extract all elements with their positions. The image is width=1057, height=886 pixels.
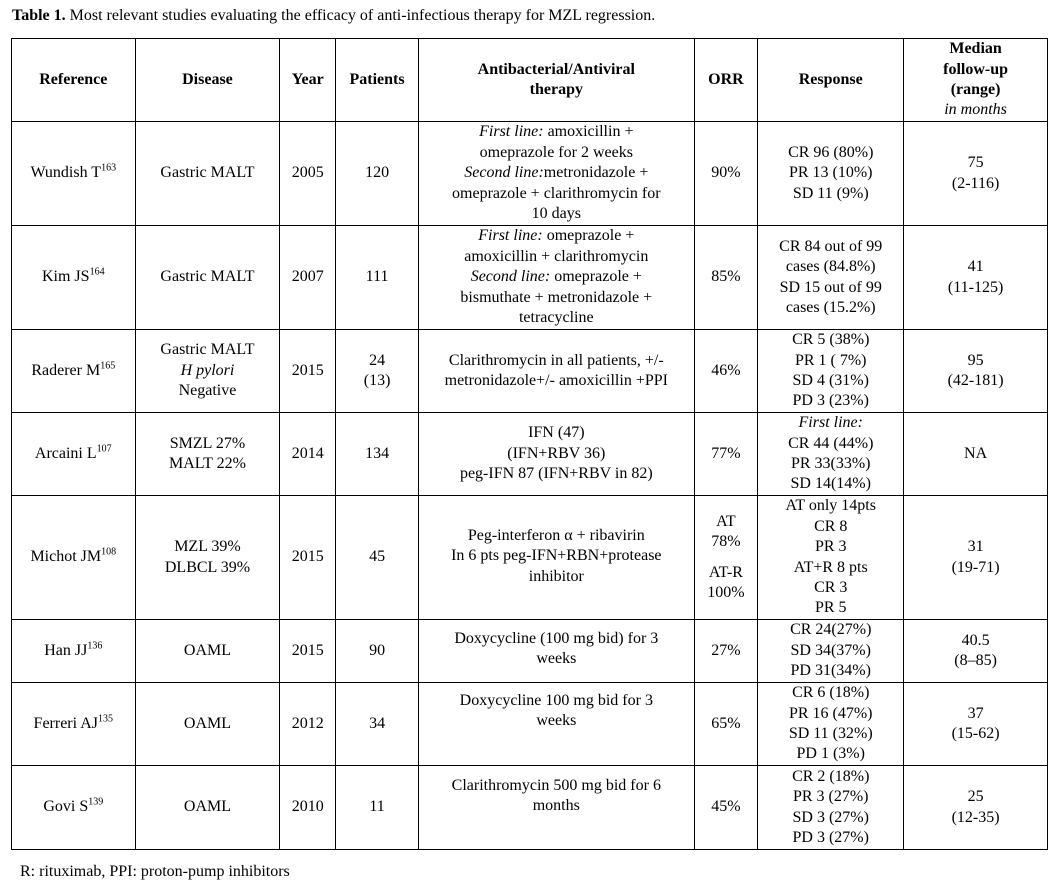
orr-gap <box>699 553 754 563</box>
therapy-line-text: In 6 pts peg-IFN+RBN+protease <box>451 547 662 565</box>
cell-followup <box>904 226 1048 330</box>
therapy-line-text: omeprazole + clarithromycin for <box>452 184 661 202</box>
response-header: First line: <box>798 414 863 432</box>
reference-citation: 164 <box>89 266 105 278</box>
response-line: PR 3 (27%) <box>792 788 869 806</box>
therapy-line-text: Doxycycline (100 mg bid) for 3 <box>454 630 659 647</box>
followup-line: (15-62) <box>951 725 1000 742</box>
followup-line: 41 <box>967 258 984 276</box>
therapy-line <box>423 444 689 464</box>
cell-followup <box>904 683 1048 766</box>
response-line: SD 4 (31%) <box>792 372 869 389</box>
table-caption <box>12 6 655 26</box>
cell-therapy <box>419 122 694 226</box>
cell-orr <box>694 683 758 766</box>
disease-line: MZL 39% <box>174 538 241 556</box>
therapy-line-text: weeks <box>536 712 577 730</box>
followup-line: (8–85) <box>954 652 997 669</box>
cell-response <box>758 683 904 766</box>
caption-label: Table 1. <box>12 7 66 24</box>
response-line: CR 5 (38%) <box>792 331 870 349</box>
cell-year: 2012 <box>280 683 336 766</box>
response-line: CR 6 (18%) <box>792 684 870 702</box>
cell-disease <box>135 683 280 766</box>
header-therapy-line: Antibacterial/Antiviral <box>477 60 635 78</box>
cell-patients <box>336 683 419 766</box>
therapy-line <box>423 204 689 224</box>
cell-orr <box>694 496 758 620</box>
header-followup-line: Median <box>949 40 1002 58</box>
response-line: PR 3 <box>814 538 847 556</box>
therapy-line <box>423 184 689 204</box>
table-row <box>12 766 1048 850</box>
followup-line: NA <box>964 444 988 462</box>
response-line: PD 3 (27%) <box>792 828 869 846</box>
orr-value: 100% <box>707 583 745 601</box>
disease-line: DLBCL 39% <box>164 558 251 576</box>
therapy-line-text: Doxycycline 100 mg bid for 3 <box>459 692 653 709</box>
patients-line: 11 <box>369 798 385 816</box>
cell-response <box>758 620 904 683</box>
therapy-line-text: metronidazole+/- amoxicillin +PPI <box>444 372 668 389</box>
followup-line: 25 <box>967 788 984 806</box>
therapy-line-label: First line: <box>479 123 544 141</box>
header-followup-unit: in months <box>944 101 1007 119</box>
therapy-line-text: peg-IFN 87 (IFN+RBV in 82) <box>459 465 653 483</box>
cell-reference <box>12 683 136 766</box>
cell-reference <box>12 226 136 330</box>
response-line: SD 14(14%) <box>790 475 871 493</box>
reference-citation: 136 <box>87 640 103 652</box>
disease-line: SMZL 27% <box>169 434 246 452</box>
cell-reference <box>12 766 136 850</box>
therapy-line <box>423 267 689 287</box>
cell-therapy <box>419 496 694 620</box>
cell-followup <box>904 620 1048 683</box>
disease-line: Gastric MALT <box>160 268 255 286</box>
orr-value: 85% <box>711 268 741 286</box>
therapy-line-text: omeprazole + <box>542 227 635 245</box>
reference-author: Arcaini L <box>34 444 97 462</box>
disease-line: OAML <box>183 641 231 659</box>
orr-value: 65% <box>711 714 741 732</box>
therapy-line-label: First line: <box>478 227 543 245</box>
header-followup <box>904 39 1048 122</box>
cell-therapy <box>419 226 694 330</box>
header-disease: Disease <box>135 39 280 122</box>
table-row <box>12 330 1048 413</box>
cell-year: 2015 <box>280 496 336 620</box>
cell-disease <box>135 226 280 330</box>
cell-followup <box>904 496 1048 620</box>
therapy-line-text: bismuthate + metronidazole + <box>460 288 653 306</box>
followup-line: 40.5 <box>961 631 990 649</box>
therapy-line <box>423 143 689 163</box>
caption-text: Most relevant studies evaluating the efficacy of anti-infectious therapy for MZL regression. <box>69 7 656 24</box>
cell-followup <box>904 766 1048 850</box>
response-line: cases (15.2%) <box>785 298 876 316</box>
therapy-line-text: tetracycline <box>518 309 594 327</box>
response-line: CR 2 (18%) <box>792 767 870 785</box>
header-orr: ORR <box>694 39 758 122</box>
header-therapy <box>419 39 694 122</box>
cell-disease <box>135 766 280 850</box>
response-line: AT+R 8 pts <box>793 558 868 576</box>
followup-line: 37 <box>967 704 984 722</box>
cell-orr <box>694 122 758 226</box>
response-line: SD 11 (32%) <box>788 725 873 742</box>
header-therapy-line: therapy <box>529 81 583 98</box>
response-line: CR 44 (44%) <box>788 434 874 452</box>
therapy-line-text: months <box>532 797 580 815</box>
therapy-line-label: Second line: <box>470 268 551 286</box>
therapy-line <box>423 308 689 328</box>
patients-line: 111 <box>365 268 389 286</box>
reference-author: Ferreri AJ <box>33 714 98 732</box>
disease-line: Negative <box>178 382 237 400</box>
table-row <box>12 496 1048 620</box>
cell-therapy <box>419 413 694 496</box>
therapy-line-text: omeprazole for 2 weeks <box>479 143 633 161</box>
cell-reference <box>12 413 136 496</box>
therapy-line <box>423 546 689 566</box>
disease-line: OAML <box>183 798 231 816</box>
cell-patients <box>336 766 419 850</box>
table-row <box>12 122 1048 226</box>
patients-line: 45 <box>369 548 386 566</box>
orr-value: 27% <box>711 641 741 659</box>
response-line: CR 24(27%) <box>790 621 872 639</box>
response-line: SD 11 (9%) <box>792 184 869 202</box>
header-response: Response <box>758 39 904 122</box>
cell-disease <box>135 413 280 496</box>
followup-line: (2-116) <box>951 174 1000 192</box>
therapy-line-text: 10 days <box>531 205 581 223</box>
patients-line: 34 <box>369 714 386 732</box>
reference-citation: 108 <box>101 546 117 558</box>
cell-response <box>758 330 904 413</box>
cell-patients <box>336 620 419 683</box>
therapy-line <box>423 247 689 267</box>
header-followup-line: follow-up <box>943 60 1009 78</box>
header-followup-line: (range) <box>950 81 1001 98</box>
cell-disease <box>135 496 280 620</box>
response-line: CR 84 out of 99 <box>779 237 883 255</box>
cell-patients <box>336 413 419 496</box>
cell-year: 2005 <box>280 122 336 226</box>
response-line: PR 16 (47%) <box>788 704 873 722</box>
therapy-line <box>423 649 689 669</box>
cell-disease <box>135 620 280 683</box>
cell-patients <box>336 496 419 620</box>
cell-followup <box>904 122 1048 226</box>
table-row <box>12 226 1048 330</box>
therapy-line <box>423 796 689 816</box>
patients-line: 90 <box>369 641 386 659</box>
orr-value: 77% <box>711 444 741 462</box>
cell-year: 2007 <box>280 226 336 330</box>
therapy-line <box>423 629 689 649</box>
response-line: PR 5 <box>814 599 847 617</box>
response-line: AT only 14pts <box>785 497 876 515</box>
orr-value: 90% <box>711 164 741 182</box>
therapy-line-text: weeks <box>536 650 577 668</box>
cell-disease <box>135 122 280 226</box>
response-line: CR 8 <box>814 517 848 535</box>
therapy-line <box>423 122 689 142</box>
cell-response <box>758 122 904 226</box>
followup-line: (12-35) <box>951 808 1000 826</box>
reference-citation: 139 <box>88 796 104 808</box>
cell-disease <box>135 330 280 413</box>
response-line: cases (84.8%) <box>785 258 876 276</box>
disease-line: Gastric MALT <box>160 164 255 182</box>
therapy-line-text: amoxicillin + clarithromycin <box>464 247 649 265</box>
response-line: PR 33(33%) <box>790 455 871 472</box>
orr-value: AT <box>716 512 736 530</box>
header-row <box>12 39 1048 122</box>
cell-patients <box>336 122 419 226</box>
cell-therapy <box>419 766 694 850</box>
disease-line: OAML <box>183 714 231 732</box>
therapy-line-text: Clarithromycin in all patients, +/- <box>448 351 664 369</box>
studies-table <box>11 38 1048 850</box>
cell-year: 2015 <box>280 620 336 683</box>
response-line: CR 96 (80%) <box>788 143 874 161</box>
therapy-line <box>423 526 689 546</box>
header-patients: Patients <box>336 39 419 122</box>
cell-therapy <box>419 620 694 683</box>
reference-citation: 163 <box>101 162 117 174</box>
therapy-line-text: metronidazole + <box>543 164 649 182</box>
table-body <box>12 122 1048 850</box>
disease-line: Gastric MALT <box>160 341 255 359</box>
therapy-line <box>423 691 689 711</box>
response-line: PR 1 ( 7%) <box>794 351 867 369</box>
response-line: CR 3 <box>814 578 848 596</box>
followup-line: (42-181) <box>947 372 1004 389</box>
followup-line: (11-125) <box>947 278 1004 296</box>
reference-author: Kim JS <box>41 268 90 286</box>
response-line: PR 13 (10%) <box>788 164 873 182</box>
therapy-line <box>423 711 689 731</box>
therapy-line <box>423 226 689 246</box>
cell-therapy <box>419 330 694 413</box>
response-line: SD 34(37%) <box>790 641 871 659</box>
followup-line: 75 <box>967 154 984 172</box>
cell-orr <box>694 766 758 850</box>
therapy-line <box>423 351 689 371</box>
cell-orr <box>694 413 758 496</box>
cell-patients <box>336 226 419 330</box>
patients-line: (13) <box>363 372 391 389</box>
followup-line: (19-71) <box>951 558 1000 576</box>
therapy-line-text: omeprazole + <box>550 268 642 286</box>
table-row <box>12 620 1048 683</box>
cell-response <box>758 766 904 850</box>
cell-year: 2014 <box>280 413 336 496</box>
header-reference: Reference <box>12 39 136 122</box>
patients-line: 120 <box>365 164 390 182</box>
followup-line: 31 <box>967 538 984 556</box>
cell-followup <box>904 413 1048 496</box>
therapy-line-text: Clarithromycin 500 mg bid for 6 <box>451 777 661 794</box>
cell-reference <box>12 496 136 620</box>
orr-value: AT-R <box>708 563 743 581</box>
response-line: SD 3 (27%) <box>792 808 869 826</box>
cell-reference <box>12 122 136 226</box>
therapy-line-text: (IFN+RBV 36) <box>507 444 606 462</box>
therapy-line-text: inhibitor <box>528 567 584 585</box>
cell-followup <box>904 330 1048 413</box>
response-line: PD 31(34%) <box>790 662 871 680</box>
therapy-line <box>423 464 689 484</box>
therapy-line <box>423 776 689 796</box>
reference-author: Govi S <box>43 798 89 816</box>
reference-author: Raderer M <box>31 361 101 379</box>
reference-citation: 135 <box>97 713 113 725</box>
disease-line: H pylori <box>180 361 235 379</box>
cell-response <box>758 226 904 330</box>
cell-reference <box>12 620 136 683</box>
reference-citation: 107 <box>96 443 112 455</box>
cell-therapy <box>419 683 694 766</box>
therapy-line-text: Peg-interferon α + ribavirin <box>467 527 645 544</box>
patients-line: 134 <box>365 444 390 462</box>
therapy-line <box>423 371 689 391</box>
cell-response <box>758 413 904 496</box>
reference-author: Michot JM <box>30 548 102 566</box>
therapy-line-text: amoxicillin + <box>543 123 634 141</box>
orr-value: 78% <box>711 533 741 551</box>
table-footnote: R: rituximab, PPI: proton-pump inhibitors <box>20 863 290 880</box>
reference-author: Han JJ <box>44 641 88 659</box>
therapy-line <box>423 423 689 443</box>
response-line: PD 3 (23%) <box>792 392 869 410</box>
therapy-line-text: IFN (47) <box>528 424 585 442</box>
therapy-line <box>423 163 689 183</box>
cell-year: 2010 <box>280 766 336 850</box>
followup-line: 95 <box>967 351 984 369</box>
patients-line: 24 <box>369 351 386 369</box>
cell-orr <box>694 226 758 330</box>
response-line: PD 1 (3%) <box>796 745 865 763</box>
cell-patients <box>336 330 419 413</box>
cell-year: 2015 <box>280 330 336 413</box>
therapy-line-label: Second line: <box>464 164 544 182</box>
response-line: SD 15 out of 99 <box>779 278 882 296</box>
orr-value: 46% <box>711 361 741 379</box>
orr-value: 45% <box>711 798 741 816</box>
cell-reference <box>12 330 136 413</box>
table-row <box>12 413 1048 496</box>
table-row <box>12 683 1048 766</box>
cell-orr <box>694 330 758 413</box>
therapy-line <box>423 567 689 587</box>
cell-response <box>758 496 904 620</box>
header-year: Year <box>280 39 336 122</box>
disease-line: MALT 22% <box>169 455 246 472</box>
reference-citation: 165 <box>100 360 116 372</box>
cell-orr <box>694 620 758 683</box>
reference-author: Wundish T <box>30 164 102 182</box>
therapy-line <box>423 288 689 308</box>
